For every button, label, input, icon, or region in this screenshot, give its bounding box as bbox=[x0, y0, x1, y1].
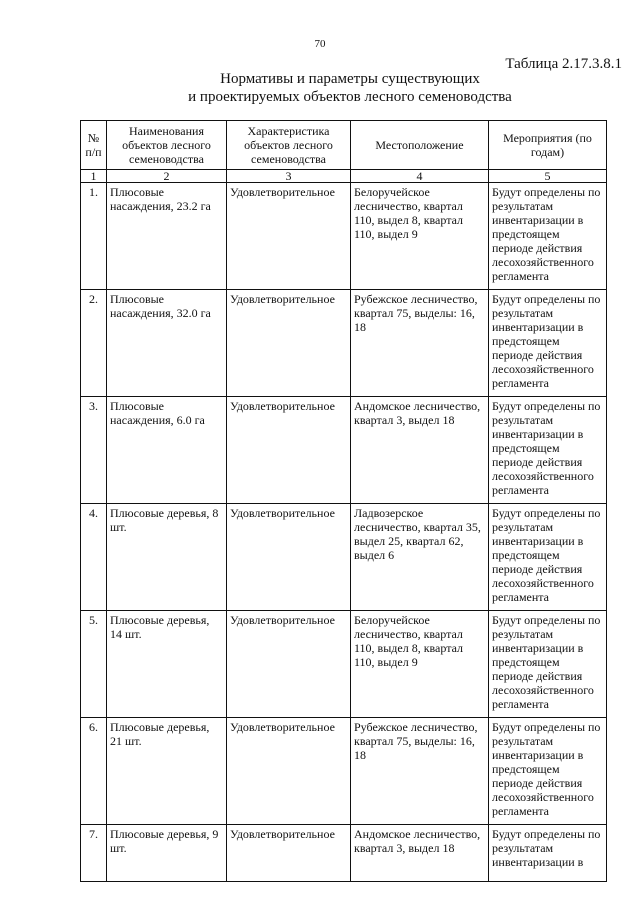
table-title bbox=[140, 70, 560, 106]
object-measures: Будут определены по результатам инвентаризации в предстоящем периоде действия лесохозяйственного регламента bbox=[489, 504, 607, 611]
row-number: 1. bbox=[81, 183, 107, 290]
object-characteristic: Удовлетворительное bbox=[227, 825, 351, 882]
header-row bbox=[81, 121, 607, 170]
object-measures: Будут определены по результатам инвентаризации в предстоящем периоде действия лесохозяйственного регламента bbox=[489, 611, 607, 718]
object-location: Рубежское лесничество, квартал 75, выделы: 16, 18 bbox=[351, 718, 489, 825]
table-row bbox=[81, 183, 607, 290]
column-number: 4 bbox=[351, 170, 489, 183]
object-name: Плюсовые насаждения, 6.0 га bbox=[107, 397, 227, 504]
row-number: 3. bbox=[81, 397, 107, 504]
header-name: Наименования объектов лесного семеноводства bbox=[107, 121, 227, 170]
object-measures bbox=[489, 825, 607, 882]
table-row bbox=[81, 825, 607, 882]
column-number: 2 bbox=[107, 170, 227, 183]
row-number: 7. bbox=[81, 825, 107, 882]
object-measures: Будут определены по результатам инвентаризации в предстоящем периоде действия лесохозяйственного регламента bbox=[489, 397, 607, 504]
header-number: № п/п bbox=[81, 121, 107, 170]
object-location: Ладвозерское лесничество, квартал 35, выдел 25, квартал 62, выдел 6 bbox=[351, 504, 489, 611]
object-measures: Будут определены по результатам инвентаризации в предстоящем периоде действия лесохозяйственного регламента bbox=[489, 290, 607, 397]
table-reference: Таблица 2.17.3.8.1 bbox=[505, 56, 622, 72]
object-measures: Будут определены по результатам инвентаризации в предстоящем периоде действия лесохозяйственного регламента bbox=[489, 718, 607, 825]
title-line-2: и проектируемых объектов лесного семеноводства bbox=[188, 89, 512, 105]
table-row bbox=[81, 611, 607, 718]
column-number: 1 bbox=[81, 170, 107, 183]
object-characteristic: Удовлетворительное bbox=[227, 397, 351, 504]
object-characteristic: Удовлетворительное bbox=[227, 183, 351, 290]
table-row bbox=[81, 718, 607, 825]
object-name: Плюсовые деревья, 8 шт. bbox=[107, 504, 227, 611]
header-location: Местоположение bbox=[351, 121, 489, 170]
row-number: 2. bbox=[81, 290, 107, 397]
object-name: Плюсовые деревья, 21 шт. bbox=[107, 718, 227, 825]
measures-text: Будут определены по результатам инвентаризации в bbox=[492, 827, 601, 869]
object-name: Плюсовые деревья, 14 шт. bbox=[107, 611, 227, 718]
seed-objects-table bbox=[80, 120, 607, 882]
object-location: Белоручейское лесничество, квартал 110, выдел 8, квартал 110, выдел 9 bbox=[351, 183, 489, 290]
title-line-1: Нормативы и параметры существующих bbox=[220, 71, 480, 87]
table-row bbox=[81, 397, 607, 504]
object-location: Андомское лесничество, квартал 3, выдел 18 bbox=[351, 825, 489, 882]
object-measures: Будут определены по результатам инвентаризации в предстоящем периоде действия лесохозяйственного регламента bbox=[489, 183, 607, 290]
object-characteristic: Удовлетворительное bbox=[227, 290, 351, 397]
page-number: 70 bbox=[314, 38, 326, 50]
row-number: 5. bbox=[81, 611, 107, 718]
object-name: Плюсовые насаждения, 23.2 га bbox=[107, 183, 227, 290]
table-row bbox=[81, 290, 607, 397]
object-name: Плюсовые насаждения, 32.0 га bbox=[107, 290, 227, 397]
column-number-row bbox=[81, 170, 607, 183]
header-characteristic: Характеристика объектов лесного семеноводства bbox=[227, 121, 351, 170]
object-name: Плюсовые деревья, 9 шт. bbox=[107, 825, 227, 882]
column-number: 5 bbox=[489, 170, 607, 183]
object-characteristic: Удовлетворительное bbox=[227, 718, 351, 825]
object-location: Белоручейское лесничество, квартал 110, выдел 8, квартал 110, выдел 9 bbox=[351, 611, 489, 718]
object-location: Рубежское лесничество, квартал 75, выделы: 16, 18 bbox=[351, 290, 489, 397]
header-measures: Мероприятия (по годам) bbox=[489, 121, 607, 170]
object-characteristic: Удовлетворительное bbox=[227, 611, 351, 718]
column-number: 3 bbox=[227, 170, 351, 183]
table-row bbox=[81, 504, 607, 611]
row-number: 6. bbox=[81, 718, 107, 825]
object-location: Андомское лесничество, квартал 3, выдел 18 bbox=[351, 397, 489, 504]
row-number: 4. bbox=[81, 504, 107, 611]
object-characteristic: Удовлетворительное bbox=[227, 504, 351, 611]
